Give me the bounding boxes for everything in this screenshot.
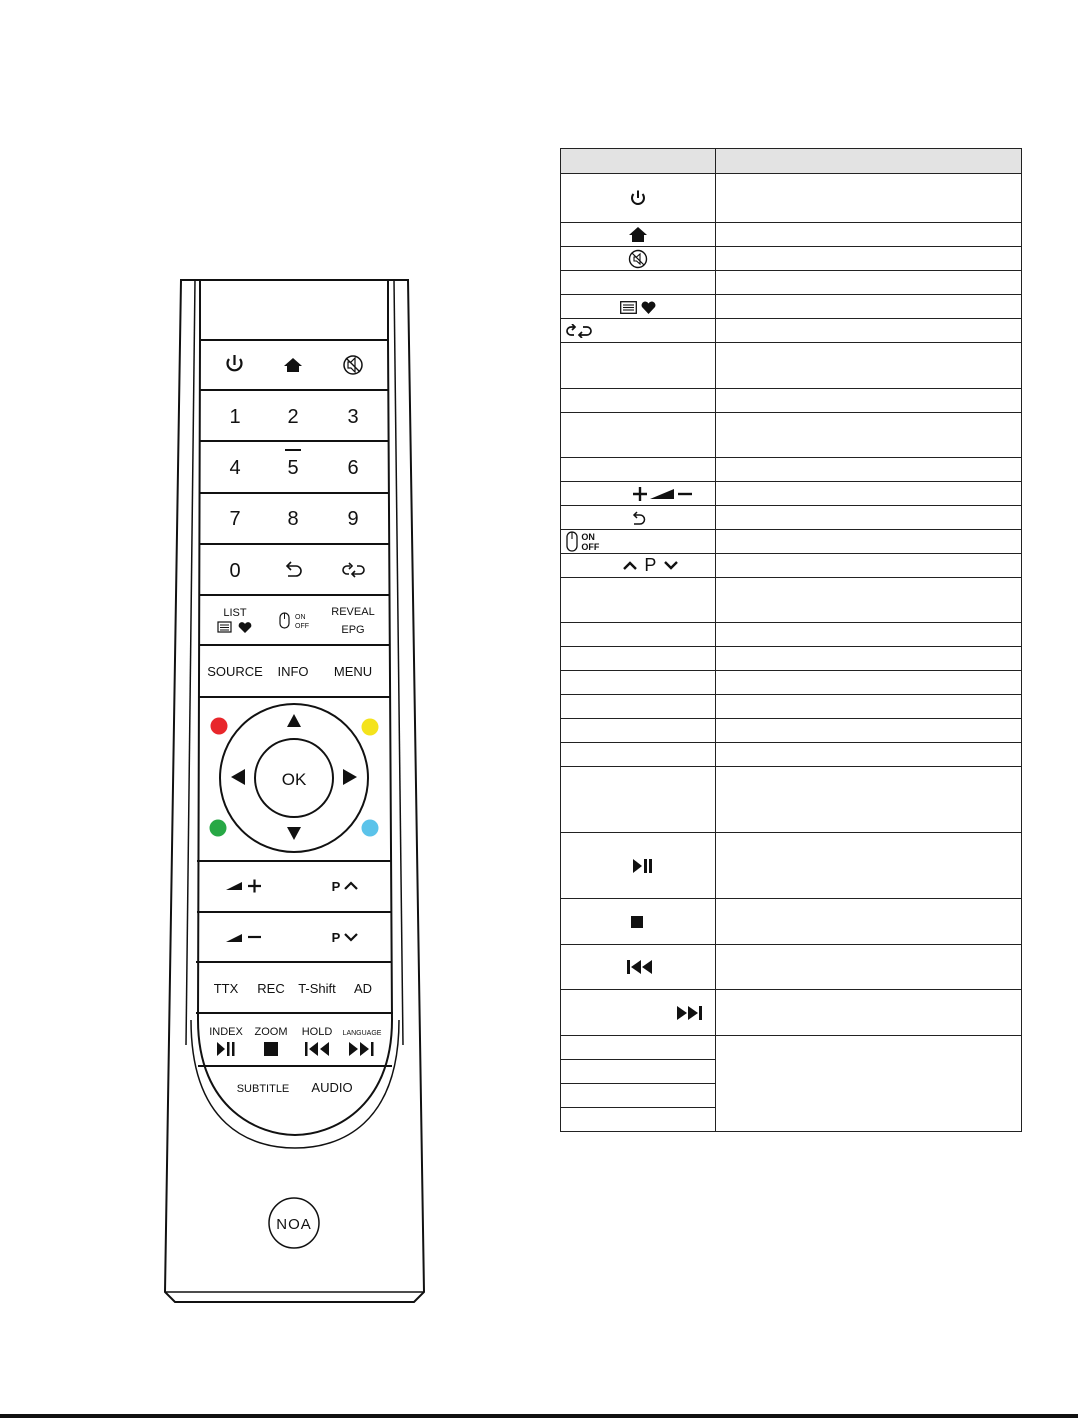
digit-3-button[interactable]: 3 — [347, 406, 359, 428]
language-label: LANGUAGE — [342, 1030, 382, 1037]
back-button[interactable] — [287, 562, 301, 576]
play-pause-icon — [633, 859, 653, 873]
table-row — [561, 319, 1022, 343]
bottom-rule — [0, 1414, 1078, 1418]
mouse-icon — [566, 531, 578, 552]
table-header-row — [561, 149, 1022, 174]
table-row — [561, 174, 1022, 223]
epg-label: EPG — [341, 624, 365, 636]
swap-button[interactable] — [343, 563, 364, 577]
digit-4-button[interactable]: 4 — [229, 457, 241, 479]
volume-up-button[interactable] — [226, 880, 261, 893]
mute-icon — [628, 249, 648, 269]
panel-bottom-arc — [191, 1020, 399, 1148]
program-up-button[interactable] — [332, 879, 357, 894]
next-icon — [349, 1042, 369, 1056]
audio-button[interactable]: AUDIO — [311, 1080, 353, 1095]
table-row — [561, 343, 1022, 389]
digit-7-button[interactable]: 7 — [229, 508, 241, 530]
blue-button[interactable] — [362, 820, 379, 837]
table-row — [561, 295, 1022, 319]
swap-icon — [566, 324, 592, 338]
ad-button[interactable]: AD — [353, 981, 373, 996]
mouse-on-label: ON — [581, 531, 595, 542]
chevron-up-icon — [345, 883, 357, 889]
stop-icon — [264, 1042, 278, 1056]
digit-9-button[interactable]: 9 — [347, 508, 359, 530]
row-separators — [196, 340, 393, 1066]
t-shift-button[interactable]: T-Shift — [298, 981, 336, 996]
list-label: LIST — [223, 607, 247, 619]
next-icon — [677, 1006, 703, 1020]
plus-icon — [633, 487, 647, 501]
table-row — [561, 990, 1022, 1036]
previous-icon — [627, 960, 653, 974]
table-row — [561, 271, 1022, 295]
program-up-label: P — [331, 879, 341, 894]
yellow-button[interactable] — [362, 719, 379, 736]
table-row — [561, 833, 1022, 899]
mouse-off-label: OFF — [295, 623, 309, 630]
volume-ramp-icon — [226, 882, 242, 890]
previous-icon — [305, 1042, 308, 1056]
reveal-label: REVEAL — [331, 606, 375, 618]
info-button[interactable]: INFO — [277, 664, 309, 679]
source-button[interactable]: SOURCE — [207, 664, 263, 679]
remote-left-stripe — [186, 280, 195, 1045]
table-row — [561, 554, 1022, 578]
index-play-pause-button[interactable] — [209, 1026, 243, 1056]
list-icon — [620, 301, 637, 314]
table-row — [561, 647, 1022, 671]
stop-icon — [631, 916, 643, 928]
volume-ramp-icon — [650, 489, 674, 499]
digit-5-button[interactable]: 5 — [287, 457, 299, 479]
table-row — [561, 945, 1022, 990]
table-row — [561, 743, 1022, 767]
digit-6-button[interactable]: 6 — [347, 457, 359, 479]
table-row — [561, 413, 1022, 458]
digit-1-button[interactable]: 1 — [229, 406, 241, 428]
table-row — [561, 899, 1022, 945]
index-label: INDEX — [209, 1026, 243, 1038]
chevron-up-icon — [623, 561, 637, 570]
noa-logo-text: NOA — [276, 1216, 312, 1233]
home-button[interactable] — [284, 358, 302, 372]
table-row — [561, 767, 1022, 833]
table-row — [561, 623, 1022, 647]
digit-2-button[interactable]: 2 — [287, 406, 299, 428]
green-button[interactable] — [210, 820, 227, 837]
plus-icon — [248, 880, 261, 893]
subtitle-button[interactable]: SUBTITLE — [236, 1083, 290, 1095]
power-button[interactable] — [228, 355, 242, 370]
back-icon — [630, 510, 646, 526]
mouse-toggle-button[interactable] — [280, 613, 309, 630]
arrow-down-icon[interactable] — [287, 827, 301, 840]
table-row — [561, 458, 1022, 482]
table-row — [561, 389, 1022, 413]
digit-0-button[interactable]: 0 — [229, 560, 241, 582]
hold-label: HOLD — [301, 1026, 333, 1038]
heart-icon — [641, 301, 656, 314]
arrow-left-icon[interactable] — [231, 769, 245, 785]
table-row — [561, 671, 1022, 695]
zoom-label: ZOOM — [254, 1026, 288, 1038]
back-icon — [288, 566, 301, 576]
hold-previous-button[interactable] — [302, 1026, 333, 1056]
ttx-button[interactable]: TTX — [213, 981, 239, 996]
rec-button[interactable]: REC — [257, 981, 285, 996]
chevron-down-icon — [345, 934, 357, 940]
key-function-table — [560, 148, 1022, 1132]
digit-8-button[interactable]: 8 — [287, 508, 299, 530]
home-icon — [629, 227, 647, 243]
minus-icon — [678, 487, 692, 501]
remote-right-stripe — [394, 280, 403, 1045]
home-icon — [284, 358, 302, 372]
program-label: P — [644, 555, 657, 575]
ok-label: OK — [281, 770, 307, 789]
language-next-button[interactable] — [343, 1030, 382, 1056]
play-pause-icon — [217, 1042, 225, 1056]
mouse-on-label: ON — [295, 614, 306, 621]
table-row — [561, 530, 1022, 554]
reveal-epg-button[interactable] — [331, 606, 374, 636]
table-row — [561, 578, 1022, 623]
table-row — [561, 695, 1022, 719]
menu-button[interactable]: MENU — [333, 664, 373, 679]
table-row — [561, 482, 1022, 506]
program-down-button[interactable] — [332, 930, 357, 945]
mouse-off-label: OFF — [581, 541, 600, 552]
zoom-stop-button[interactable] — [255, 1026, 288, 1056]
power-icon — [629, 189, 647, 207]
table-row — [561, 247, 1022, 271]
table-row — [561, 506, 1022, 530]
volume-down-button[interactable] — [226, 934, 261, 942]
program-down-label: P — [331, 930, 341, 945]
volume-ramp-icon — [226, 934, 242, 942]
table-row — [561, 1036, 1022, 1060]
heart-icon — [239, 622, 252, 633]
mute-button[interactable] — [344, 356, 362, 374]
arrow-right-icon[interactable] — [343, 769, 357, 785]
arrow-up-icon[interactable] — [287, 714, 301, 727]
red-button[interactable] — [211, 718, 228, 735]
chevron-down-icon — [664, 561, 678, 570]
list-button[interactable] — [218, 607, 251, 633]
table-row — [561, 719, 1022, 743]
table-row — [561, 223, 1022, 247]
